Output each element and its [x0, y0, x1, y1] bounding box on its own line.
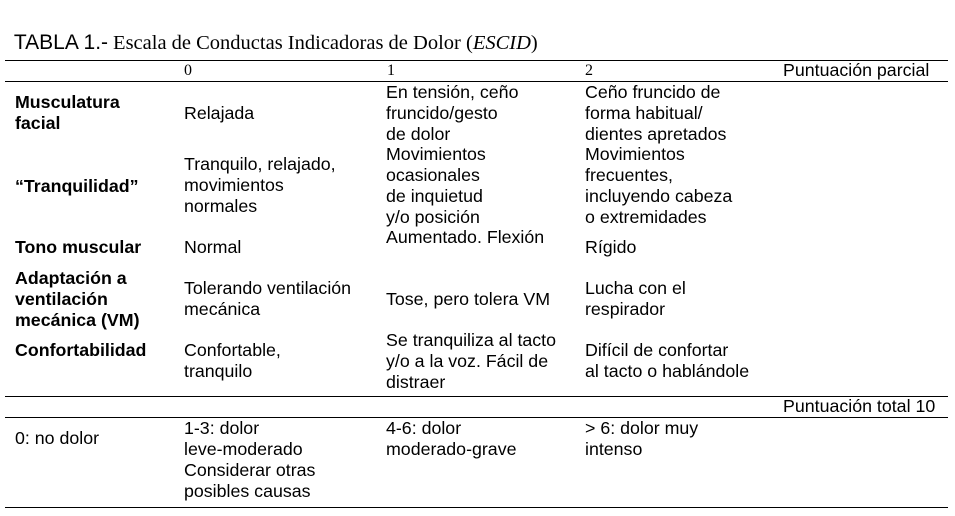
- row-muscle-tone-score-1: Aumentado. Flexión: [386, 227, 545, 247]
- row-label-facial-muscles: Musculatura facial: [15, 92, 120, 133]
- table-title-text: Escala de Conductas Indicadoras de Dolor (: [113, 32, 473, 54]
- row-label-ventilation: Adaptación a ventilación mecánica (VM): [15, 268, 140, 330]
- header-partial-score: Puntuación parcial: [783, 60, 930, 80]
- row-tranquility-score-0: Tranquilo, relajado, movimientos normales: [184, 154, 336, 216]
- interpretation-moderate: 4-6: dolor moderado-grave: [386, 418, 517, 459]
- row-label-comfort: Confortabilidad: [15, 340, 147, 360]
- table-title: [5, 4, 538, 58]
- table-title-abbreviation: ESCID: [472, 32, 531, 54]
- row-tranquility-score-1: Movimientos ocasionales de inquietud y/o posición: [386, 144, 486, 227]
- row-comfort-score-0: Confortable, tranquilo: [184, 340, 281, 381]
- row-ventilation-score-0: Tolerando ventilación mecánica: [184, 278, 352, 319]
- row-facial-muscles-score-2: Ceño fruncido de forma habitual/ dientes apretados: [585, 82, 727, 144]
- header-score-2: 2: [585, 62, 593, 79]
- row-label-tranquility: “Tranquilidad”: [15, 176, 139, 196]
- header-score-0: 0: [184, 62, 192, 79]
- interpretation-note: Considerar otras posibles causas: [184, 460, 316, 501]
- interpretation-severe: > 6: dolor muy intenso: [585, 418, 699, 459]
- row-muscle-tone-score-0: Normal: [184, 237, 242, 257]
- row-ventilation-score-2: Lucha con el respirador: [585, 278, 686, 319]
- table-number: TABLA 1.-: [13, 31, 109, 54]
- row-ventilation-score-1: Tose, pero tolera VM: [386, 289, 551, 309]
- row-label-muscle-tone: Tono muscular: [15, 237, 142, 257]
- table-title-close: ): [530, 32, 538, 54]
- row-muscle-tone-score-2: Rígido: [585, 237, 637, 257]
- row-comfort-score-1: Se tranquiliza al tacto y/o a la voz. Fácil de distraer: [386, 330, 557, 392]
- total-score-label: Puntuación total 10: [783, 396, 936, 416]
- row-facial-muscles-score-1: En tensión, ceño fruncido/gesto de dolor: [386, 82, 519, 144]
- table-bottom-rule: [5, 507, 948, 508]
- interpretation-no-pain: 0: no dolor: [15, 428, 100, 448]
- interpretation-mild: 1-3: dolor leve-moderado: [184, 418, 303, 459]
- row-facial-muscles-score-0: Relajada: [184, 103, 255, 123]
- header-score-1: 1: [387, 62, 395, 79]
- row-comfort-score-2: Difícil de confortar al tacto o hablándole: [585, 340, 750, 381]
- row-tranquility-score-2: Movimientos frecuentes, incluyendo cabeza o extremidades: [585, 144, 733, 227]
